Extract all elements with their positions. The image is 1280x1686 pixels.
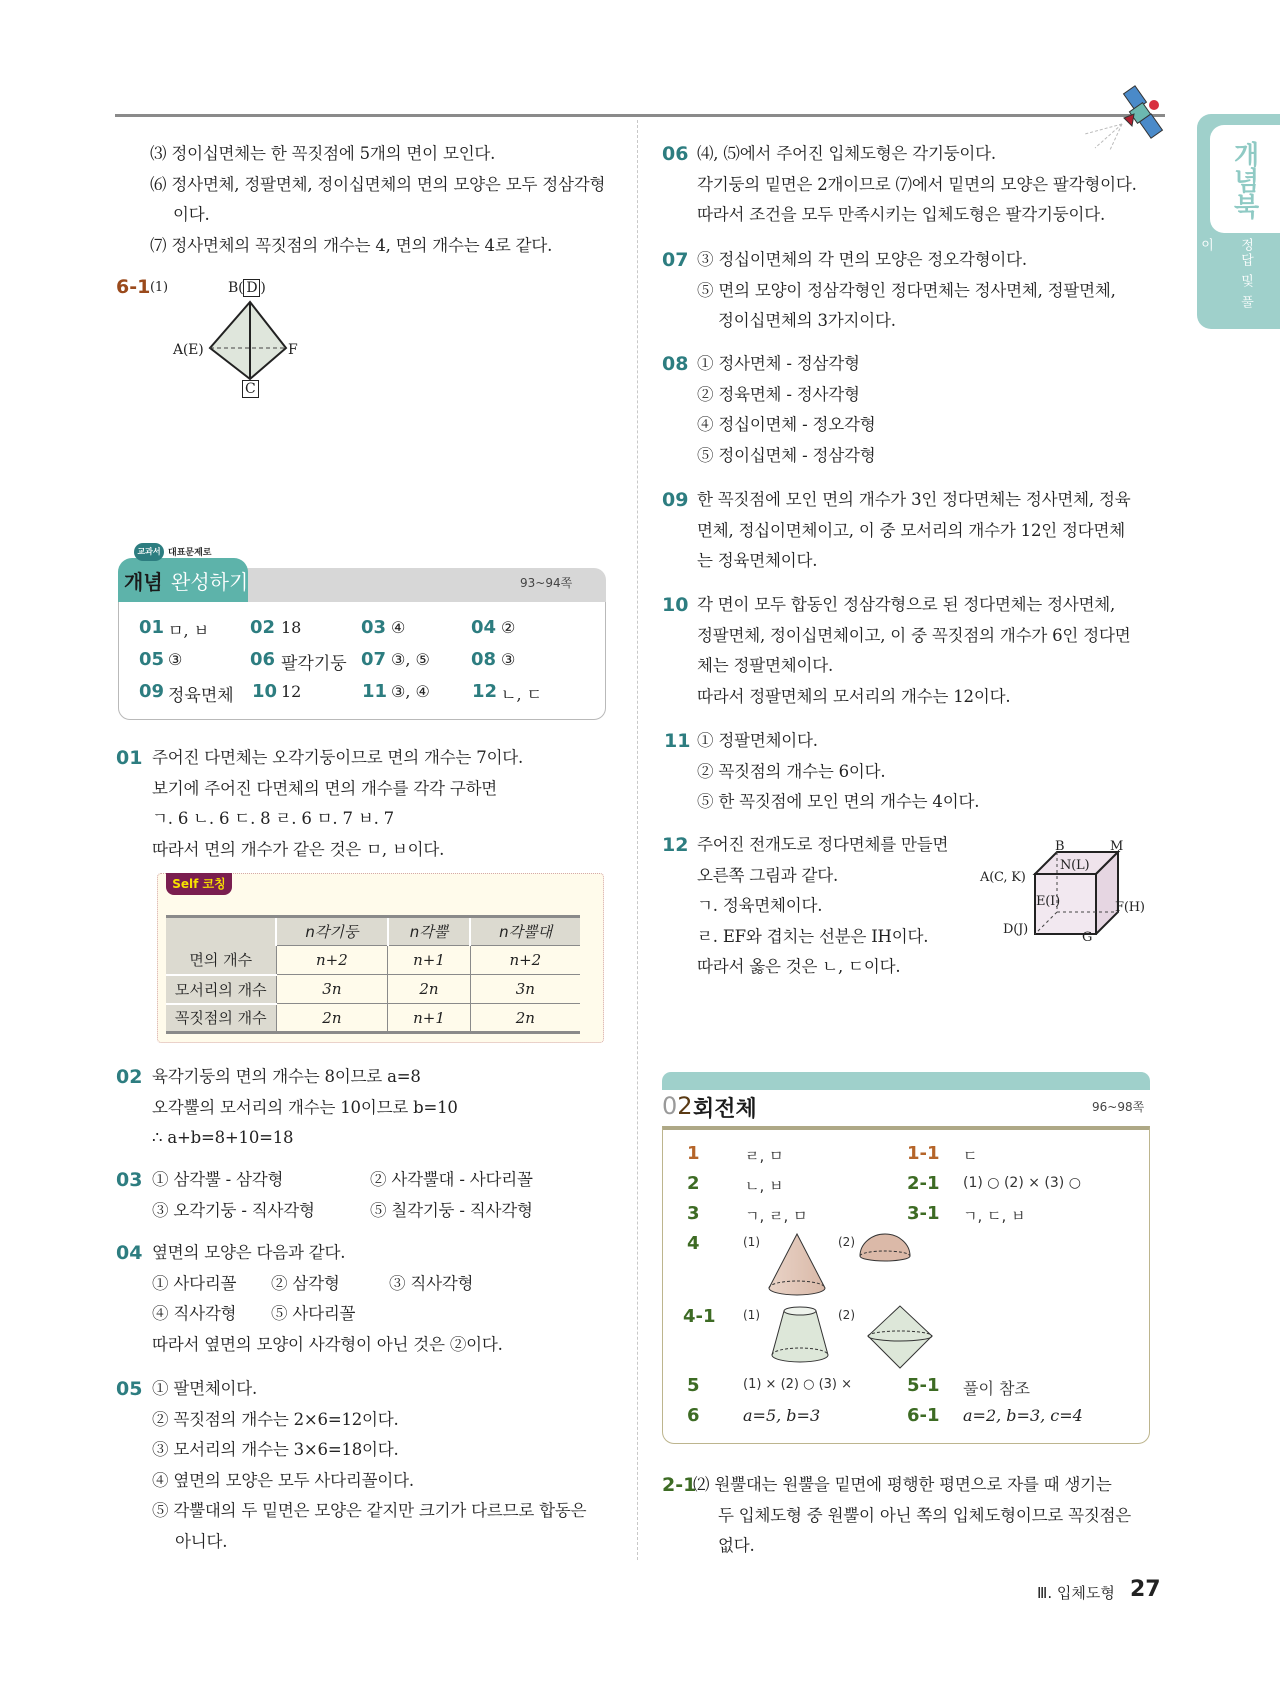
polyhedron-table (166, 915, 580, 1034)
answer-number: 6-1 (907, 1405, 940, 1426)
answer-number: 05 (139, 649, 165, 670)
answer-value: ㄱ, ㄹ, ㅁ (745, 1207, 808, 1225)
page-range: 96~98쪽 (1092, 1100, 1145, 1114)
answer-value: ③ (501, 650, 516, 669)
solution-number: 04 (116, 1242, 143, 1264)
solution-line: 는 정육면체이다. (697, 551, 818, 570)
solution-line: 따라서 옳은 것은 ㄴ, ㄷ이다. (697, 957, 901, 976)
intro-line: ⑺ 정사면체의 꼭짓점의 개수는 4, 면의 개수는 4로 같다. (150, 236, 553, 255)
solution-line: ① 팔면체이다. (152, 1379, 258, 1398)
answer-value: (1) × (2) ○ (3) × (743, 1377, 853, 1392)
answer-number: 01 (139, 617, 165, 638)
solution-line: ② 정육면체 - 정사각형 (697, 385, 860, 404)
part-label: (1) (743, 1308, 760, 1322)
answer-number: 04 (471, 617, 497, 638)
double-cone-figure (866, 1304, 934, 1372)
answer-number: 1-1 (907, 1143, 940, 1164)
solution-line: 따라서 정팔면체의 모서리의 개수는 12이다. (697, 687, 1011, 706)
answer-value: ② (501, 618, 516, 637)
table-header-row (166, 917, 580, 946)
table-cell: 2n (276, 1004, 388, 1033)
solution-number: 08 (662, 353, 689, 375)
answer-value: 18 (281, 618, 302, 637)
solution-line: ④ 옆면의 모양은 모두 사다리꼴이다. (152, 1471, 414, 1490)
table-cell: n+1 (388, 946, 470, 975)
solution-number: 09 (662, 489, 689, 511)
row-label: 면의 개수 (166, 946, 276, 975)
rotation-answer-box (662, 1126, 1150, 1444)
solution-line: 보기에 주어진 다면체의 면의 개수를 각각 구하면 (152, 779, 498, 798)
hemisphere-figure (857, 1232, 913, 1266)
solution-line: ① 정사면체 - 정삼각형 (697, 354, 860, 373)
concept-box-title: 완성하기 (171, 570, 249, 594)
answer-number: 1 (687, 1143, 700, 1164)
table-row (166, 1004, 580, 1033)
solution-line: 주어진 다면체는 오각기둥이므로 면의 개수는 7이다. (152, 748, 524, 767)
textbook-badge: 교과서 (134, 543, 164, 561)
answer-value: ㄱ, ㄷ, ㅂ (963, 1207, 1026, 1225)
answer-number: 10 (252, 681, 278, 702)
solution-line: ⑤ 면의 모양이 정삼각형인 정다면체는 정사면체, 정팔면체, (697, 281, 1116, 300)
solution-line: ∴ a+b=8+10=18 (152, 1128, 294, 1147)
solution-line: ㄱ. 6 ㄴ. 6 ㄷ. 8 ㄹ. 6 ㅁ. 7 ㅂ. 7 (152, 809, 394, 828)
table-header-cell (166, 917, 276, 946)
solution-line: 체는 정팔면체이다. (697, 656, 834, 675)
answer-number: 09 (139, 681, 165, 702)
cube-label-m: M (1110, 839, 1124, 854)
solution-line: ② 꼭짓점의 개수는 2×6=12이다. (152, 1410, 399, 1429)
badge-caption: 대표문제로 (168, 548, 212, 558)
table-header-cell: n각뿔대 (470, 917, 580, 946)
solution-item: ③ 오각기둥 - 직사각형 (152, 1201, 315, 1220)
solution-number: 2-1 (662, 1474, 697, 1496)
answer-value: ㄷ (963, 1147, 978, 1165)
solution-line: 따라서 옆면의 모양이 사각형이 아닌 것은 ②이다. (152, 1335, 503, 1354)
solution-line: ⑤ 각뿔대의 두 밑면은 모양은 같지만 크기가 다르므로 합동은 (152, 1501, 587, 1520)
intro-line: 이다. (173, 205, 210, 224)
table-header-cell: n각기둥 (276, 917, 388, 946)
solution-line: 따라서 조건을 모두 만족시키는 입체도형은 팔각기둥이다. (697, 205, 1106, 224)
cube-label-n: N(L) (1060, 858, 1090, 873)
solution-line: ③ 모서리의 개수는 3×6=18이다. (152, 1440, 399, 1459)
top-rule (115, 114, 1165, 117)
cube-label-d: D(J) (1003, 922, 1028, 937)
part-label: (1) (150, 280, 168, 295)
answer-value: 팔각기둥 (281, 654, 347, 674)
section-header-bar (662, 1072, 1150, 1090)
solution-line: ④ 정십이면체 - 정오각형 (697, 415, 876, 434)
part-label: (2) (838, 1235, 855, 1249)
self-coaching-badge: Self 코칭 (166, 873, 232, 895)
row-label: 꼭짓점의 개수 (166, 1004, 276, 1033)
solution-line: ⑵ 원뿔대는 원뿔을 밑면에 평행한 평면으로 자를 때 생기는 (693, 1475, 1112, 1494)
answer-value: ㅁ, ㅂ (168, 621, 210, 640)
solution-line: ㄱ. 정육면체이다. (697, 896, 823, 915)
answer-value: (1) ○ (2) × (3) ○ (963, 1175, 1081, 1191)
solution-item: ⑤ 사다리꼴 (271, 1304, 356, 1323)
solution-line: 정이십면체의 3가지이다. (718, 311, 896, 330)
answer-value: a=2, b=3, c=4 (963, 1406, 1083, 1425)
solution-line: 육각기둥의 면의 개수는 8이므로 a=8 (152, 1067, 421, 1086)
cube-label-g: G (1082, 930, 1093, 945)
answer-value: 정육면체 (168, 686, 234, 706)
table-row (166, 975, 580, 1004)
table-cell: n+2 (276, 946, 388, 975)
answer-number: 5 (687, 1375, 700, 1396)
part-label: (1) (743, 1235, 760, 1249)
answer-value: ㄴ, ㄷ (501, 685, 543, 704)
vertex-label-right: F (288, 342, 298, 358)
solution-line: ⑤ 정이십면체 - 정삼각형 (697, 446, 876, 465)
page-range: 93~94쪽 (520, 576, 573, 590)
solution-item: ① 삼각뿔 - 삼각형 (152, 1170, 284, 1189)
answer-number: 07 (361, 649, 387, 670)
table-cell: n+1 (388, 1004, 470, 1033)
solution-item: ② 삼각형 (271, 1274, 340, 1293)
cube-label-b: B (1055, 839, 1065, 854)
table-row (166, 946, 580, 975)
vertex-label-left: A(E) (173, 342, 204, 358)
intro-line: ⑹ 정사면체, 정팔면체, 정이십면체의 면의 모양은 모두 정삼각형 (150, 175, 606, 194)
solution-line: 오른쪽 그림과 같다. (697, 866, 839, 885)
solution-number: 06 (662, 143, 689, 165)
answer-value: ㄴ, ㅂ (745, 1177, 784, 1195)
frustum-figure (770, 1305, 832, 1365)
page-number: 27 (1130, 1577, 1161, 1602)
vertex-label-bottom: C (242, 380, 259, 398)
answer-number: 4 (687, 1233, 700, 1254)
solution-line: ⑤ 한 꼭짓점에 모인 면의 개수는 4이다. (697, 792, 980, 811)
satellite-icon (1080, 80, 1170, 150)
answer-number: 3-1 (907, 1203, 940, 1224)
cube-label-a: A(C, K) (980, 870, 1026, 885)
solution-line: 옆면의 모양은 다음과 같다. (152, 1243, 346, 1262)
cube-label-f: F(H) (1115, 900, 1145, 915)
solution-line: ③ 정십이면체의 각 면의 모양은 정오각형이다. (697, 250, 1027, 269)
solution-line: 없다. (718, 1536, 755, 1555)
answer-number: 08 (471, 649, 497, 670)
side-tab-subtitle: 정답 및 풀이 (1198, 238, 1253, 311)
solution-line: 아니다. (175, 1532, 228, 1551)
solution-number: 03 (116, 1169, 143, 1191)
concept-box-title-bold: 개념 (124, 570, 163, 594)
answer-number: 6 (687, 1405, 700, 1426)
answer-value: ③ (168, 650, 183, 669)
solution-line: 정팔면체, 정이십면체이고, 이 중 꼭짓점의 개수가 6인 정다면 (697, 626, 1131, 645)
cube-label-e: E(I) (1036, 894, 1060, 909)
solution-line: 각 면이 모두 합동인 정삼각형으로 된 정다면체는 정사면체, (697, 595, 1116, 614)
solution-line: 한 꼭짓점에 모인 면의 개수가 3인 정다면체는 정사면체, 정육 (697, 490, 1131, 509)
section-number: 02 (662, 1092, 693, 1120)
answer-number: 02 (250, 617, 276, 638)
answer-number: 03 (361, 617, 387, 638)
solution-line: 따라서 면의 개수가 같은 것은 ㅁ, ㅂ이다. (152, 840, 445, 859)
chapter-label: Ⅲ. 입체도형 (1037, 1584, 1115, 1602)
solution-line: 주어진 전개도로 정다면체를 만들면 (697, 835, 949, 854)
solution-line: 각기둥의 밑면은 2개이므로 ⑺에서 밑면의 모양은 팔각형이다. (697, 175, 1137, 194)
solution-line: ② 꼭짓점의 개수는 6이다. (697, 762, 886, 781)
answer-value: ③, ④ (391, 682, 430, 701)
solution-line: ① 정팔면체이다. (697, 731, 818, 750)
solution-number: 12 (662, 834, 689, 856)
solution-line: ⑷, ⑸에서 주어진 입체도형은 각기둥이다. (697, 144, 996, 163)
table-cell: 2n (470, 1004, 580, 1033)
solution-item: ⑤ 칠각기둥 - 직사각형 (370, 1201, 533, 1220)
table-header-cell: n각뿔 (388, 917, 470, 946)
answer-value: 풀이 참조 (963, 1379, 1030, 1398)
solution-line: ㄹ. EF와 겹치는 선분은 IH이다. (697, 927, 929, 946)
row-label: 모서리의 개수 (166, 975, 276, 1004)
problem-number: 6-1 (116, 276, 151, 298)
vertex-label-top: B( D ) (228, 280, 266, 296)
section-title: 회전체 (693, 1097, 757, 1122)
solution-number: 02 (116, 1066, 143, 1088)
answer-value: a=5, b=3 (743, 1406, 821, 1425)
column-divider (637, 120, 638, 1560)
answer-number: 3 (687, 1203, 700, 1224)
solution-line: 면체, 정십이면체이고, 이 중 모서리의 개수가 12인 정다면체 (697, 521, 1125, 540)
solution-line: 오각뿔의 모서리의 개수는 10이므로 b=10 (152, 1098, 458, 1117)
table-cell: n+2 (470, 946, 580, 975)
answer-value: 12 (281, 682, 302, 701)
answer-value: ④ (391, 618, 406, 637)
solution-number: 07 (662, 249, 689, 271)
solution-item: ② 사각뿔대 - 사다리꼴 (370, 1170, 533, 1189)
answer-number: 4-1 (683, 1306, 716, 1327)
solution-item: ③ 직사각형 (389, 1274, 474, 1293)
table-cell: 3n (276, 975, 388, 1004)
part-label: (2) (838, 1308, 855, 1322)
answer-number: 2-1 (907, 1173, 940, 1194)
table-cell: 3n (470, 975, 580, 1004)
answer-value: ③, ⑤ (391, 650, 430, 669)
solution-item: ① 사다리꼴 (152, 1274, 237, 1293)
answer-number: 2 (687, 1173, 700, 1194)
solution-number: 01 (116, 747, 143, 769)
side-tab-title: 개념북 (1229, 141, 1259, 219)
answer-number: 06 (250, 649, 276, 670)
solution-number: 10 (662, 594, 689, 616)
solution-number: 05 (116, 1378, 143, 1400)
intro-line: ⑶ 정이십면체는 한 꼭짓점에 5개의 면이 모인다. (150, 144, 496, 163)
answer-number: 5-1 (907, 1375, 940, 1396)
answer-value: ㄹ, ㅁ (745, 1147, 784, 1165)
solution-line: 두 입체도형 중 원뿔이 아닌 쪽의 입체도형이므로 꼭짓점은 (718, 1506, 1132, 1525)
answer-number: 11 (362, 681, 388, 702)
cone-figure (765, 1232, 830, 1300)
table-cell: 2n (388, 975, 470, 1004)
solution-item: ④ 직사각형 (152, 1304, 237, 1323)
solution-number: 11 (664, 730, 691, 752)
answer-number: 12 (472, 681, 498, 702)
